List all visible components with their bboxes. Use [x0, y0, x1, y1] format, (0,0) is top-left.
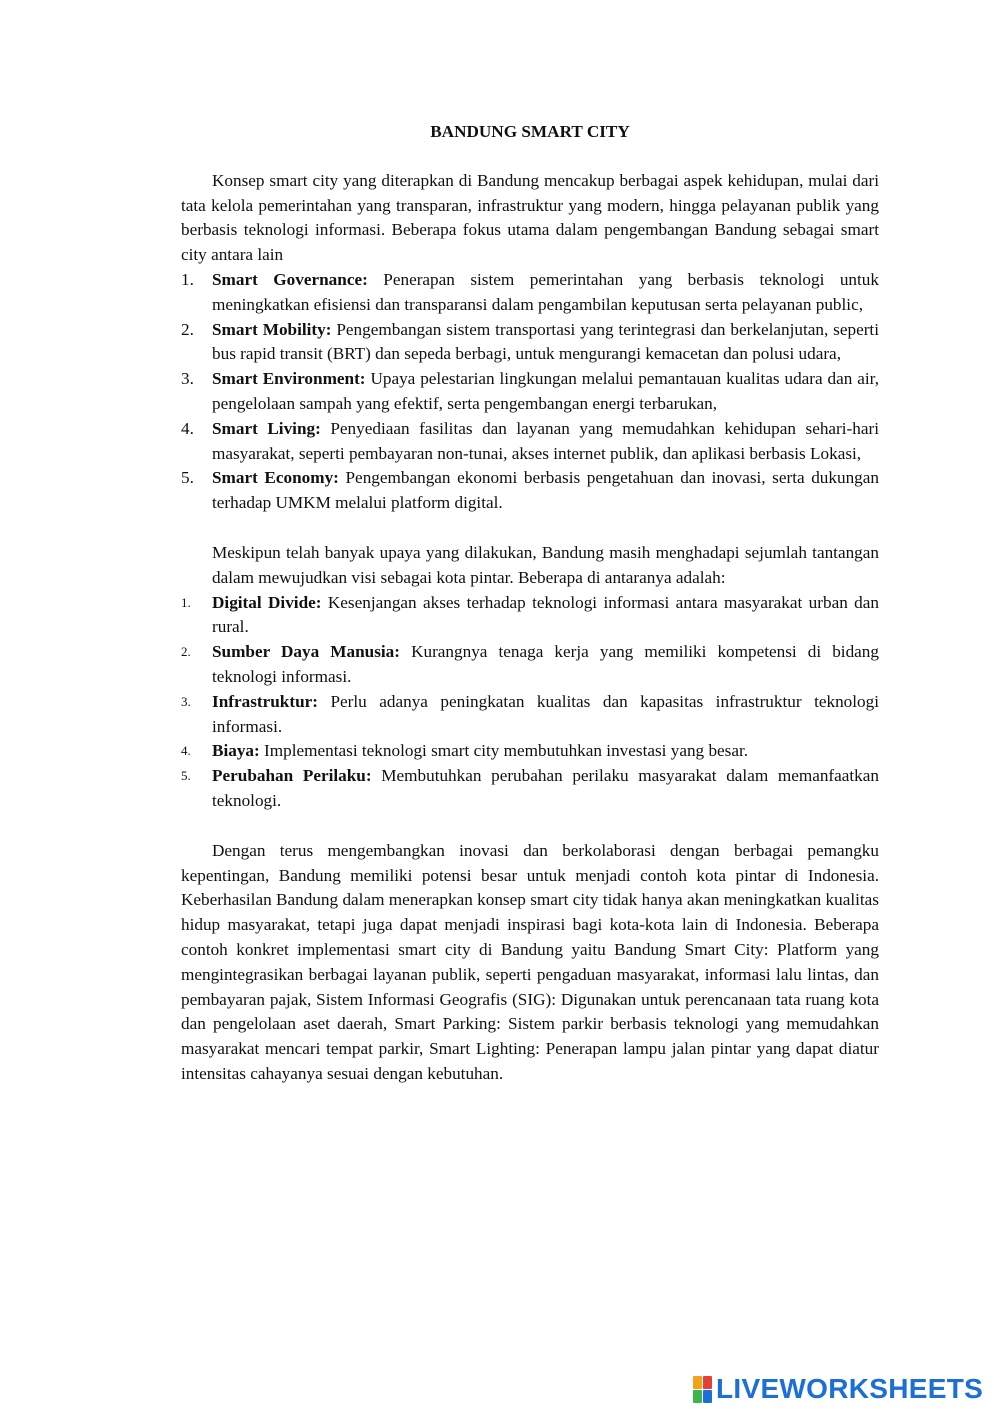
- list-item: [181, 591, 879, 641]
- logo-mark-cell: [693, 1376, 702, 1389]
- list-item: [181, 367, 879, 417]
- list-term: Smart Economy:: [212, 468, 339, 488]
- list-item: [181, 764, 879, 814]
- list-number: 1.: [181, 594, 191, 610]
- conclusion-paragraph: Dengan terus mengembangkan inovasi dan berkolaborasi dengan berbagai pemangku kepentingan, Bandung memiliki potensi besar untuk menjadi contoh kota pintar di Indonesia. Keberhasilan Bandung dalam menerapkan konsep smart city tidak hanya akan meningkatkan kualitas hidup masyarakat, tetapi juga dapat menjadi inspirasi bagi kota-kota lain di Indonesia. Beberapa contoh konkret implementasi smart city di Bandung yaitu Bandung Smart City: Platform yang mengintegrasikan berbagai layanan publik, seperti pengaduan masyarakat, informasi lalu lintas, dan pembayaran pajak, Sistem Informasi Geografis (SIG): Digunakan untuk perencanaan tata ruang kota dan pengelolaan aset daerah, Smart Parking: Sistem parkir berbasis teknologi yang memudahkan masyarakat mencari tempat parkir, Smart Lighting: Penerapan lampu jalan pintar yang dapat diatur intensitas cahayanya sesuai dengan kebutuhan.: [181, 840, 879, 1083]
- list-term: Smart Environment:: [212, 369, 366, 389]
- list-text: Implementasi teknologi smart city membutuhkan investasi yang besar.: [259, 741, 749, 761]
- intro-paragraph: Konsep smart city yang diterapkan di Bandung mencakup berbagai aspek kehidupan, mulai dari tata kelola pemerintahan yang transparan, infrastruktur yang modern, hingga pelayanan publik yang berbasis teknologi informasi. Beberapa fokus utama dalam pengembangan Bandung sebagai smart city antara lain: [181, 170, 879, 265]
- list-text: Penerapan sistem pemerintahan yang berbasis teknologi untuk meningkatkan efisiensi dan transparansi dalam pengambilan keputusan serta pelayanan public,: [212, 269, 879, 314]
- list-text: Kesenjangan akses terhadap teknologi informasi antara masyarakat urban dan rural.: [212, 592, 879, 637]
- logo-mark-cell: [703, 1390, 712, 1403]
- list-text: Penyediaan fasilitas dan layanan yang memudahkan kehidupan sehari-hari masyarakat, seperti pembayaran non-tunai, akses internet publik, dan aplikasi berbasis Lokasi,: [212, 418, 879, 463]
- list-term: Smart Living:: [212, 418, 321, 438]
- list-item: [181, 268, 879, 318]
- document-title: BANDUNG SMART CITY: [430, 122, 630, 141]
- list-term: Biaya:: [212, 741, 260, 761]
- list-item: [181, 690, 879, 740]
- list-item: [181, 466, 879, 516]
- list-text: Kurangnya tenaga kerja yang memiliki kompetensi di bidang teknologi informasi.: [212, 642, 879, 686]
- logo-mark-cell: [693, 1390, 702, 1403]
- challenges-intro: Meskipun telah banyak upaya yang dilakukan, Bandung masih menghadapi sejumlah tantangan dalam mewujudkan visi sebagai kota pintar. Beberapa di antaranya adalah:: [212, 542, 879, 587]
- list-number: 2.: [181, 644, 191, 660]
- focus-list: [181, 268, 879, 516]
- list-text: Perlu adanya peningkatan kualitas dan kapasitas infrastruktur teknologi informasi.: [212, 691, 879, 736]
- list-number: 1.: [181, 269, 194, 289]
- list-text: Membutuhkan perubahan perilaku masyarakat dalam memanfaatkan teknologi.: [212, 766, 880, 810]
- list-text: Upaya pelestarian lingkungan melalui pemantauan kualitas udara dan air, pengelolaan sampah yang efektif, serta pengembangan energi terbarukan,: [212, 369, 879, 413]
- list-number: 2.: [181, 319, 194, 339]
- document-page: [181, 120, 879, 1087]
- list-term: Digital Divide:: [212, 592, 322, 612]
- list-number: 3.: [181, 693, 191, 709]
- logo-text: LIVEWORKSHEETS: [716, 1373, 984, 1404]
- list-item: [181, 640, 879, 690]
- list-text: Pengembangan ekonomi berbasis pengetahuan dan inovasi, serta dukungan terhadap UMKM melalui platform digital.: [212, 468, 880, 513]
- logo-mark-cell: [703, 1376, 712, 1389]
- list-number: 5.: [181, 468, 194, 488]
- logo-mark-icon: [693, 1376, 712, 1403]
- list-number: 4.: [181, 418, 194, 438]
- list-term: Perubahan Perilaku:: [212, 766, 372, 786]
- list-number: 4.: [181, 743, 191, 759]
- list-number: 5.: [181, 768, 191, 784]
- challenges-list: [181, 591, 879, 814]
- list-item: [181, 318, 879, 368]
- list-number: 3.: [181, 369, 194, 389]
- list-item: [181, 417, 879, 467]
- list-item: [181, 739, 879, 764]
- list-term: Sumber Daya Manusia:: [212, 642, 400, 662]
- list-term: Smart Governance:: [212, 269, 368, 289]
- list-term: Infrastruktur:: [212, 691, 318, 711]
- list-text: Pengembangan sistem transportasi yang terintegrasi dan berkelanjutan, seperti bus rapid transit (BRT) dan sepeda berbagi, untuk mengurangi kemacetan dan polusi udara,: [212, 319, 879, 364]
- list-term: Smart Mobility:: [212, 319, 332, 339]
- liveworksheets-logo: [693, 1374, 983, 1404]
